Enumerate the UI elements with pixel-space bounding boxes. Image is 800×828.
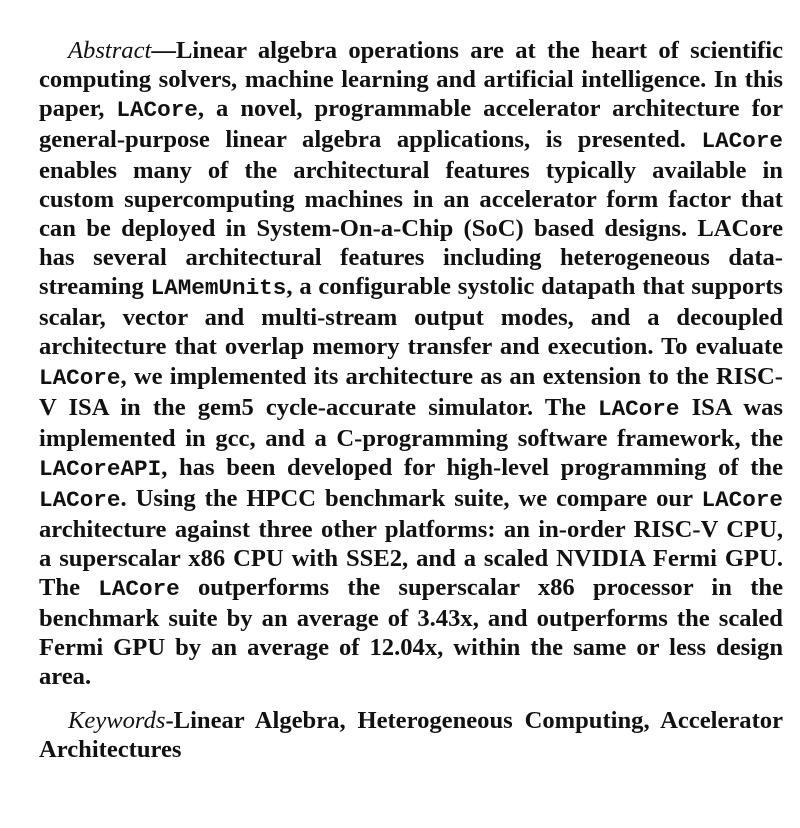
keywords-text: -Linear Algebra, Heterogeneous Computing, Accelerator Architectures [39,707,783,764]
code-term: LACore [39,486,121,513]
paper-abstract-section [39,36,783,764]
code-term: LACore [116,97,198,124]
abstract-text-segment: architecture against three other platforms: an in-order RISC-V CPU, a superscalar x86 CPU with SSE2, and a scaled NVIDIA Fermi GPU. The [39,515,783,601]
code-term: LACore [701,128,783,155]
abstract-text-segment: . Using the HPCC benchmark suite, we compare our [120,484,702,512]
keywords-label: Keywords [68,707,166,735]
code-term: LACore [598,395,680,422]
abstract-body [39,37,783,690]
abstract-text-segment: , a novel, programmable accelerator architecture for general-purpose linear algebra applications, is presented. [39,95,783,154]
code-term: LACore [39,364,121,391]
code-term: LACoreAPI [39,455,162,482]
code-term: LAMemUnits [150,275,287,302]
abstract-text-segment: outperforms the superscalar x86 processor in the benchmark suite by an average of 3.43x, and outperforms the scaled Fermi GPU by an average of 12.04x, within the same or less design area. [39,573,783,690]
abstract-dash: — [151,37,176,64]
keywords-paragraph [39,706,783,764]
abstract-text-segment: ISA was implemented in gcc, and a C-programming software framework, the [39,393,783,452]
abstract-text-segment: , we implemented its architecture as an extension to the RISC-V ISA in the gem5 cycle-accurate simulator. The [39,362,783,421]
code-term: LACore [701,486,783,513]
code-term: LACore [98,575,180,602]
abstract-text-segment: , a configurable systolic datapath that supports scalar, vector and multi-stream output modes, and a decoupled architecture that overlap memory transfer and execution. To evaluate [39,273,783,361]
abstract-text-segment: enables many of the architectural features typically available in custom supercomputing machines in an accelerator form factor that can be deployed in System-On-a-Chip (SoC) based designs. LACore has several architectural features including heterogeneous data-streaming [39,157,783,301]
abstract-text-segment: Linear algebra operations are at the heart of scientific computing solvers, machine learning and artificial intelligence. In this paper, [39,37,783,123]
abstract-text-segment: , has been developed for high-level programming of the [161,453,783,481]
abstract-paragraph [39,36,783,691]
abstract-label: Abstract [68,37,152,64]
